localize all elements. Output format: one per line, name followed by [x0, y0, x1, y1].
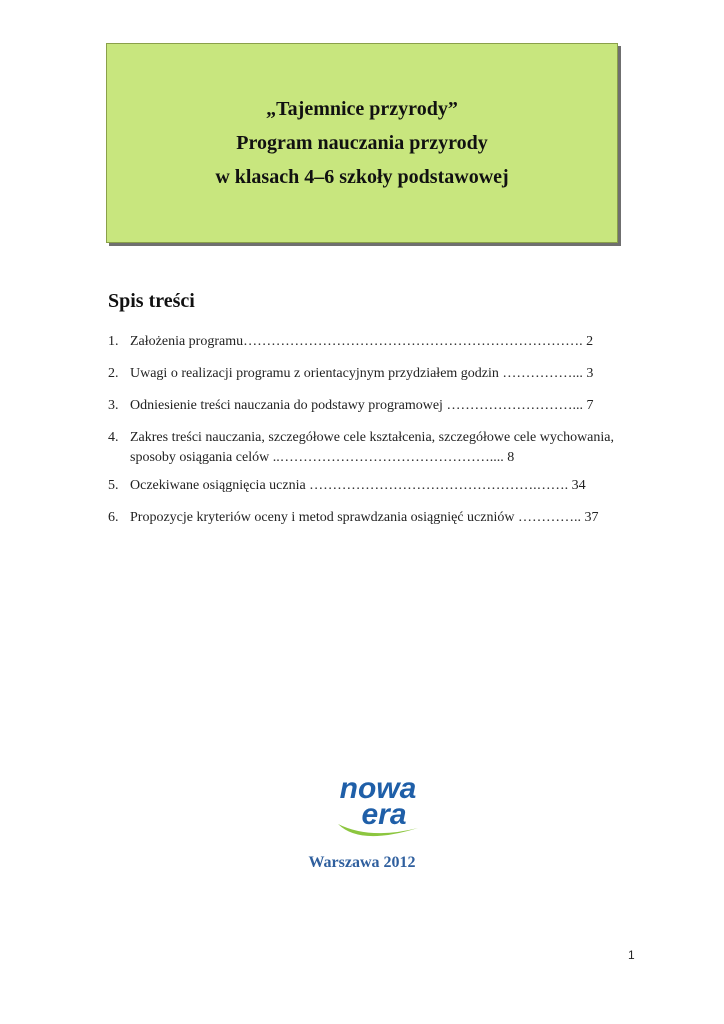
toc-entry-4[interactable]: [108, 428, 614, 468]
toc-entry-text: Odniesienie treści nauczania do podstawy programowej ………………………... 7: [130, 398, 594, 413]
toc-entry-3[interactable]: [108, 396, 614, 416]
toc-entry-2[interactable]: [108, 364, 614, 384]
toc-entry-number: 2.: [108, 366, 119, 381]
toc-entry-text: Zakres treści nauczania, szczegółowe cele kształcenia, szczegółowe cele wychowania, sposoby osiągania celów ..……………………………………….... 8: [130, 430, 614, 465]
logo-word-1: nowa: [339, 772, 417, 805]
place-and-year: Warszawa 2012: [308, 854, 416, 871]
toc-entry-1[interactable]: [108, 332, 614, 352]
logo-word-2: era: [361, 798, 407, 831]
toc-entry-number: 6.: [108, 510, 119, 525]
toc-entry-text: Oczekiwane osiągnięcia ucznia ………………………………………….……. 34: [130, 478, 586, 493]
toc-heading: Spis treści: [108, 290, 195, 312]
toc-entry-6[interactable]: [108, 508, 614, 528]
title-line-2: Program nauczania przyrody: [236, 132, 488, 154]
nowa-era-logo: [330, 768, 426, 846]
title-line-3: w klasach 4–6 szkoły podstawowej: [215, 166, 509, 188]
page-number: 1: [628, 948, 635, 962]
toc-entry-text: Założenia programu………………………………………………………………. 2: [130, 334, 594, 349]
toc-entry-number: 1.: [108, 334, 119, 349]
toc-entry-text: Propozycje kryteriów oceny i metod sprawdzania osiągnięć uczniów ………….. 37: [130, 510, 599, 525]
nowa-era-logo-graphic: [330, 768, 426, 846]
toc-entry-text: Uwagi o realizacji programu z orientacyjnym przydziałem godzin ……………... 3: [130, 366, 594, 381]
toc-entry-5[interactable]: [108, 476, 614, 496]
toc-entry-number: 5.: [108, 478, 119, 493]
toc-entry-number: 4.: [108, 430, 119, 445]
toc-entry-number: 3.: [108, 398, 119, 413]
title-line-1: „Tajemnice przyrody”: [266, 98, 458, 120]
title-box: [106, 43, 618, 243]
